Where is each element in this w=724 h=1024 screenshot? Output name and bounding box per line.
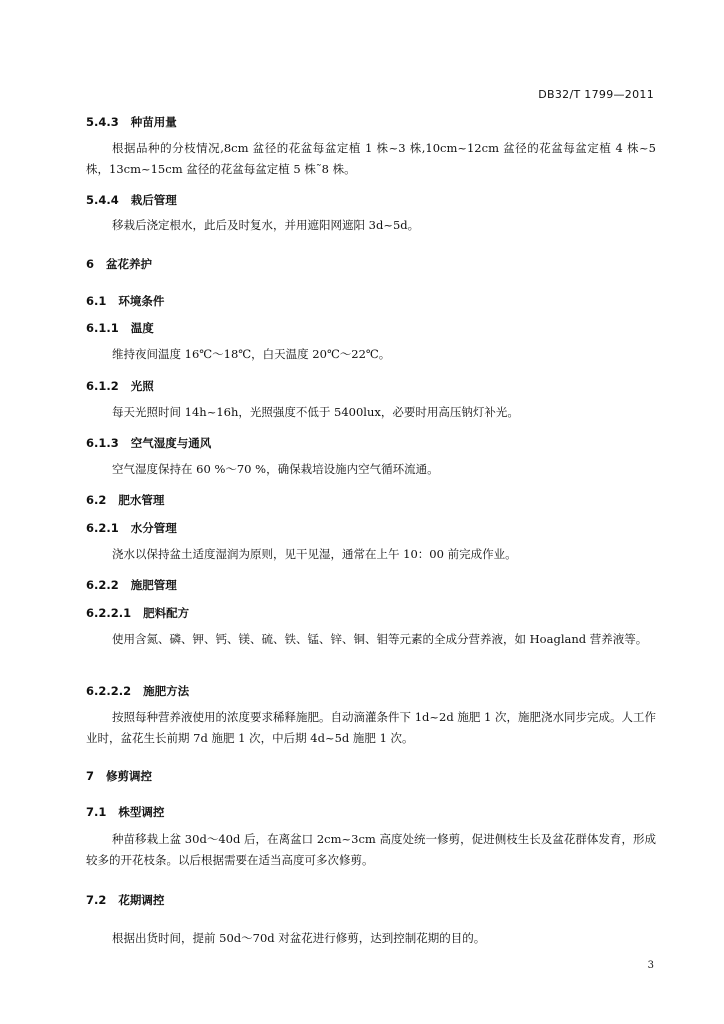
heading-title: 温度 [130, 321, 154, 335]
heading-number: 7.2 [86, 893, 107, 907]
heading-title: 水分管理 [130, 521, 177, 535]
heading-title: 肥水管理 [118, 493, 165, 507]
heading-7-1 [86, 804, 164, 820]
heading-6-1 [86, 293, 164, 309]
heading-title: 施肥管理 [130, 578, 177, 592]
heading-title: 施肥方法 [143, 684, 190, 698]
heading-title: 空气湿度与通风 [130, 436, 212, 450]
heading-number: 6.1.3 [86, 436, 119, 450]
heading-number: 6.2 [86, 493, 107, 507]
heading-6-2-2-2 [86, 683, 189, 699]
paragraph-seedling-quantity: 根据品种的分枝情况,8cm 盆径的花盆每盆定植 1 株~3 株,10cm~12cm 盆径的花盆每盆定植 4 株~5 株，13cm~15cm 盆径的花盆每盆定植 5 株˜8 株。 [86, 141, 656, 176]
heading-title: 环境条件 [118, 294, 165, 308]
heading-number: 7 [86, 769, 95, 783]
heading-number: 6.2.2.2 [86, 684, 132, 698]
heading-number: 5.4.4 [86, 193, 119, 207]
heading-6 [86, 256, 152, 272]
heading-title: 修剪调控 [106, 769, 153, 783]
heading-6-1-1 [86, 320, 154, 336]
page-number: 3 [647, 960, 654, 971]
paragraph-fertilizing-method: 按照每种营养液使用的浓度要求稀释施肥。自动滴灌条件下 1d~2d 施肥 1 次，施肥浇水同步完成。人工作业时，盆花生长前期 7d 施肥 1 次，中后期 4d~5d 施肥 1 次。 [86, 710, 656, 745]
heading-7 [86, 768, 152, 784]
paragraph-fertilizer-formula: 使用含氮、磷、钾、钙、镁、硫、铁、锰、锌、铜、钼等元素的全成分营养液，如 Hoagland 营养液等。 [112, 632, 648, 646]
heading-6-1-3 [86, 435, 211, 451]
heading-number: 6.2.2.1 [86, 606, 132, 620]
paragraph-plant-shape: 种苗移栽上盆 30d～40d 后，在离盆口 2cm~3cm 高度处统一修剪，促进侧枝生长及盆花群体发育，形成较多的开花枝条。以后根据需要在适当高度可多次修剪。 [86, 832, 656, 867]
heading-6-1-2 [86, 378, 154, 394]
paragraph-humidity: 空气湿度保持在 60 %～70 %，确保栽培设施内空气循环流通。 [112, 462, 439, 476]
paragraph-flowering-control: 根据出货时间，提前 50d～70d 对盆花进行修剪，达到控制花期的目的。 [112, 931, 486, 945]
paragraph-light: 每天光照时间 14h~16h，光照强度不低于 5400lux，必要时用高压钠灯补光。 [112, 405, 519, 419]
heading-number: 6.2.2 [86, 578, 119, 592]
heading-number: 7.1 [86, 805, 107, 819]
heading-6-2-1 [86, 520, 177, 536]
paragraph-post-planting: 移栽后浇定根水，此后及时复水，并用遮阳网遮阳 3d~5d。 [112, 218, 420, 232]
heading-number: 6 [86, 257, 95, 271]
heading-title: 光照 [130, 379, 154, 393]
heading-title: 株型调控 [118, 805, 165, 819]
heading-title: 种苗用量 [130, 115, 177, 129]
heading-6-2 [86, 492, 164, 508]
heading-title: 栽后管理 [130, 193, 177, 207]
heading-number: 6.2.1 [86, 521, 119, 535]
heading-title: 肥料配方 [143, 606, 190, 620]
heading-number: 5.4.3 [86, 115, 119, 129]
paragraph-watering: 浇水以保持盆土适度湿润为原则，见干见湿，通常在上午 10：00 前完成作业。 [112, 547, 517, 561]
heading-number: 6.1 [86, 294, 107, 308]
heading-6-2-2 [86, 577, 177, 593]
heading-7-2 [86, 892, 164, 908]
heading-6-2-2-1 [86, 605, 189, 621]
heading-title: 花期调控 [118, 893, 165, 907]
document-code: DB32/T 1799—2011 [538, 88, 654, 101]
heading-number: 6.1.2 [86, 379, 119, 393]
paragraph-temperature: 维持夜间温度 16℃～18℃，白天温度 20℃～22℃。 [112, 347, 391, 361]
heading-5-4-4 [86, 192, 177, 208]
heading-number: 6.1.1 [86, 321, 119, 335]
heading-title: 盆花养护 [106, 257, 153, 271]
heading-5-4-3 [86, 114, 177, 130]
